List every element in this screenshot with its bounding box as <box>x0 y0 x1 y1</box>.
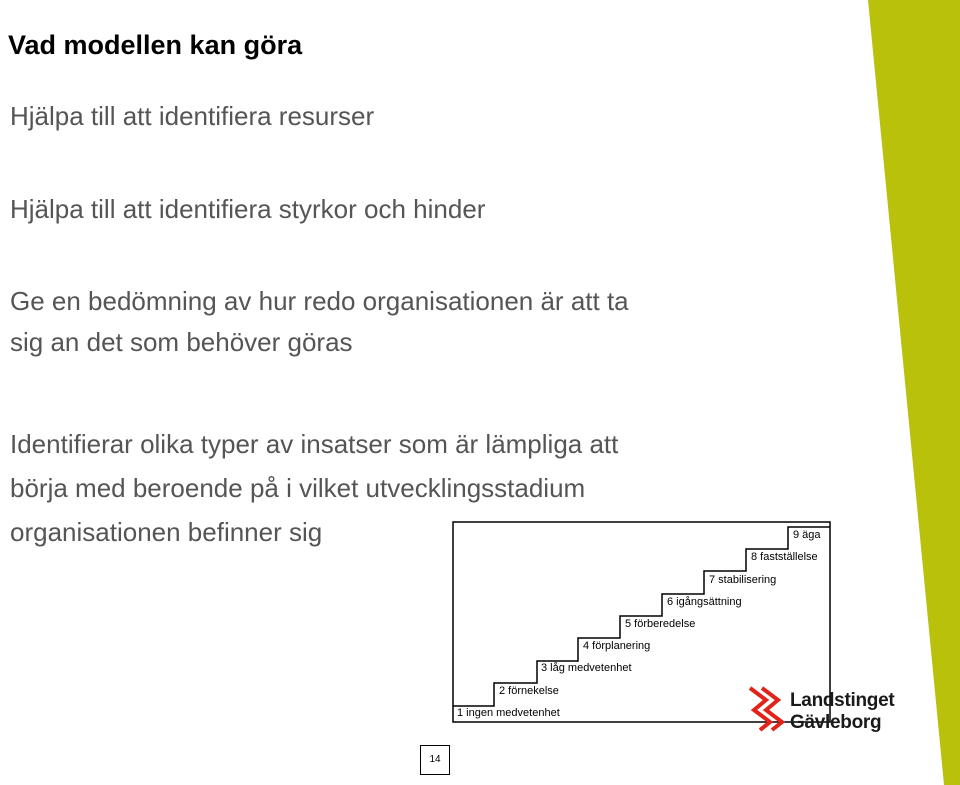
landstinget-logo-icon <box>748 686 788 732</box>
logo-name-line1: Landstinget <box>790 690 895 711</box>
logo-name-line2: Gävleborg <box>790 712 882 733</box>
step-label: 9 äga <box>793 529 821 541</box>
step-label: 8 fastställelse <box>751 551 818 563</box>
page-number: 14 <box>420 745 450 775</box>
bullet-readiness <box>10 281 629 363</box>
step-label: 1 ingen medvetenhet <box>457 707 560 719</box>
bullet-line: Ge en bedömning av hur redo organisationen är att ta <box>10 286 629 316</box>
step-label: 6 igångsättning <box>667 596 742 608</box>
step-label: 2 förnekelse <box>499 685 559 697</box>
bullet-line: börja med beroende på i vilket utvecklingsstadium <box>10 473 586 503</box>
step-label: 5 förberedelse <box>625 618 696 630</box>
bullet-strengths <box>10 189 485 230</box>
bullet-line: organisationen befinner sig <box>10 517 323 547</box>
bullet-line: Hjälpa till att identifiera resurser <box>10 101 375 131</box>
bullet-line: Hjälpa till att identifiera styrkor och hinder <box>10 194 486 224</box>
step-label: 4 förplanering <box>583 640 651 652</box>
step-label: 7 stabilisering <box>709 574 777 586</box>
bullet-line: sig an det som behöver göras <box>10 327 353 357</box>
step-label: 3 låg medvetenhet <box>541 662 632 674</box>
bullet-resources <box>10 96 374 137</box>
bullet-line: Identifierar olika typer av insatser som är lämpliga att <box>10 429 619 459</box>
slide-title: Vad modellen kan göra <box>8 30 303 60</box>
